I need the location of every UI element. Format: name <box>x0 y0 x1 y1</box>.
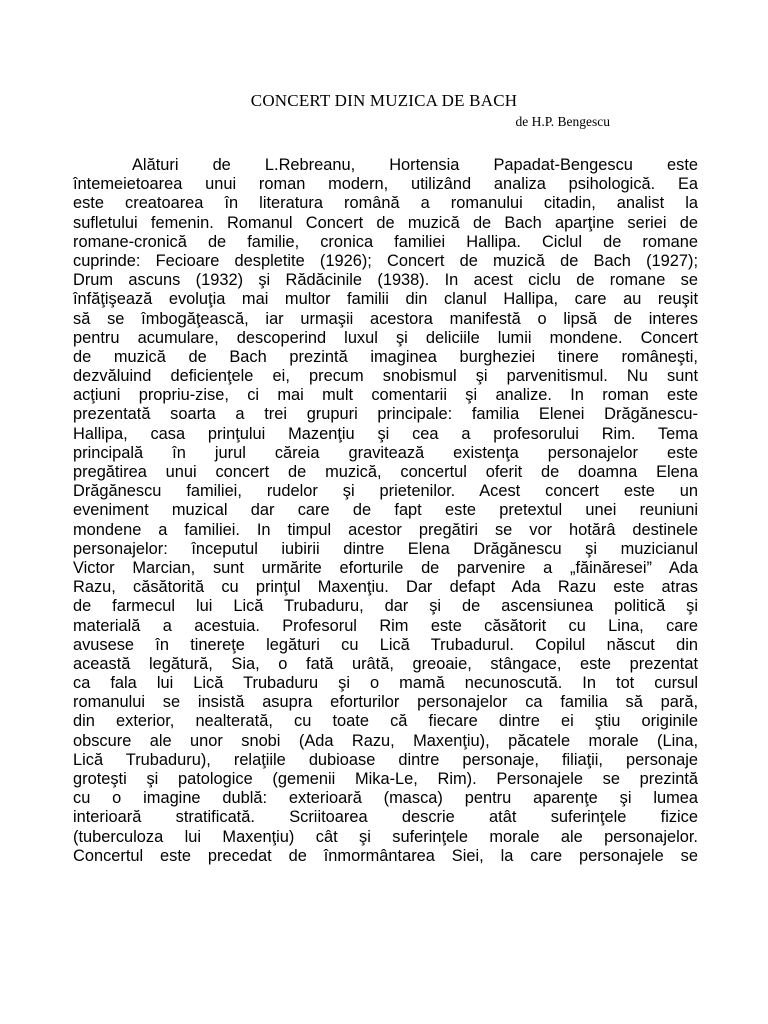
document-title: CONCERT DIN MUZICA DE BACH <box>250 91 518 110</box>
text-line: acţiuni propriu-zise, ci mai mult comentarii şi analize. In roman este <box>73 386 698 405</box>
text-line: mondene a familiei. In timpul acestor pregătiri se vor hotărâ destinele <box>73 520 698 539</box>
text-line: eveniment muzical dar care de fapt este pretextul unei reuniuni <box>73 501 698 520</box>
text-line: pregătirea unui concert de muzică, concertul oferit de doamna Elena <box>73 463 698 481</box>
text-line: este creatoarea în literatura română a romanului citadin, analist la <box>73 194 698 213</box>
text-line: Lică Trubaduru), relaţiile dubioase dintre personaje, filiaţii, personaje <box>73 750 698 769</box>
text-line: întemeietoarea unui roman modern, utilizând analiza psihologică. Ea <box>73 175 698 194</box>
text-line: înfăţişează evoluţia mai multor familii din clanul Hallipa, care au reuşit <box>73 290 698 309</box>
text-line: romane-cronică de familie, cronica familiei Hallipa. Ciclul de romane <box>73 232 698 251</box>
text-line: obscure ale unor snobi (Ada Razu, Maxenţiu), păcatele morale (Lina, <box>73 731 698 750</box>
text-line: dezvăluind deficienţele ei, precum snobismul şi parvenitismul. Nu sunt <box>73 367 698 386</box>
text-line: Hallipa, casa prinţului Mazenţiu şi cea a profesorului Rim. Tema <box>73 424 698 443</box>
text-line: ca fala lui Lică Trubaduru şi o mamă necunoscută. In tot cursul <box>73 674 698 693</box>
text-line: materială a acestuia. Profesorul Rim este căsătorit cu Lina, care <box>73 616 698 635</box>
text-line: Victor Marcian, sunt urmărite eforturile de parvenire a „făinăresei” Ada <box>73 558 698 577</box>
text-line: Alături de L.Rebreanu, Hortensia Papadat-Bengescu este <box>132 156 698 174</box>
text-line: principală în jurul căreia gravitează existenţa personajelor este <box>73 443 698 462</box>
text-line: avusese în tinereţe legături cu Lică Trubadurul. Copilul născut din <box>73 635 698 654</box>
text-line: Drăgănescu familiei, rudelor şi prietenilor. Acest concert este un <box>73 482 698 501</box>
body-paragraph <box>73 156 698 866</box>
text-line: din exterior, nealterată, cu toate că fiecare dintre ei ştiu originile <box>73 712 698 731</box>
text-line: romanului se insistă asupra eforturilor personajelor ca familia să pară, <box>73 693 698 712</box>
text-line: personajelor: începutul iubirii dintre Elena Drăgănescu şi muzicianul <box>73 539 698 558</box>
text-line: cu o imagine dublă: exterioară (masca) pentru aparenţe şi lumea <box>73 789 698 808</box>
text-line: de farmecul lui Lică Trubaduru, dar şi de ascensiunea politică şi <box>73 597 698 616</box>
text-line: sufletului femenin. Romanul Concert de muzică de Bach aparţine seriei de <box>73 213 698 232</box>
text-line: de muzică de Bach prezintă imaginea burgheziei tinere româneşti, <box>73 347 698 366</box>
text-line: cuprinde: Fecioare despletite (1926); Concert de muzică de Bach (1927); <box>73 251 698 270</box>
text-line: pentru acumulare, descoperind luxul şi deliciile lumii mondene. Concert <box>73 328 698 347</box>
text-line: să se îmbogăţească, iar urmaşii acestora manifestă o lipsă de interes <box>73 309 698 328</box>
text-line: Concertul este precedat de înmormântarea Siei, la care personajele se <box>73 846 698 865</box>
text-line: Razu, căsătorită cu prinţul Maxenţiu. Dar defapt Ada Razu este atras <box>73 578 698 597</box>
text-line: (tuberculoza lui Maxenţiu) cât şi suferinţele morale ale personajelor. <box>73 827 698 846</box>
text-line: prezentată soarta a trei grupuri principale: familia Elenei Drăgănescu- <box>73 405 698 424</box>
text-line: groteşti şi patologice (gemenii Mika-Le, Rim). Personajele se prezintă <box>73 770 698 788</box>
text-line: interioară stratificată. Scriitoarea descrie atât suferinţele fizice <box>73 808 698 827</box>
document-author: de H.P. Bengescu <box>515 114 610 129</box>
text-line: această legătură, Sia, o fată urâtă, greoaie, stângace, este prezentat <box>73 654 698 673</box>
text-line: Drum ascuns (1932) şi Rădăcinile (1938). In acest ciclu de romane se <box>73 271 698 290</box>
